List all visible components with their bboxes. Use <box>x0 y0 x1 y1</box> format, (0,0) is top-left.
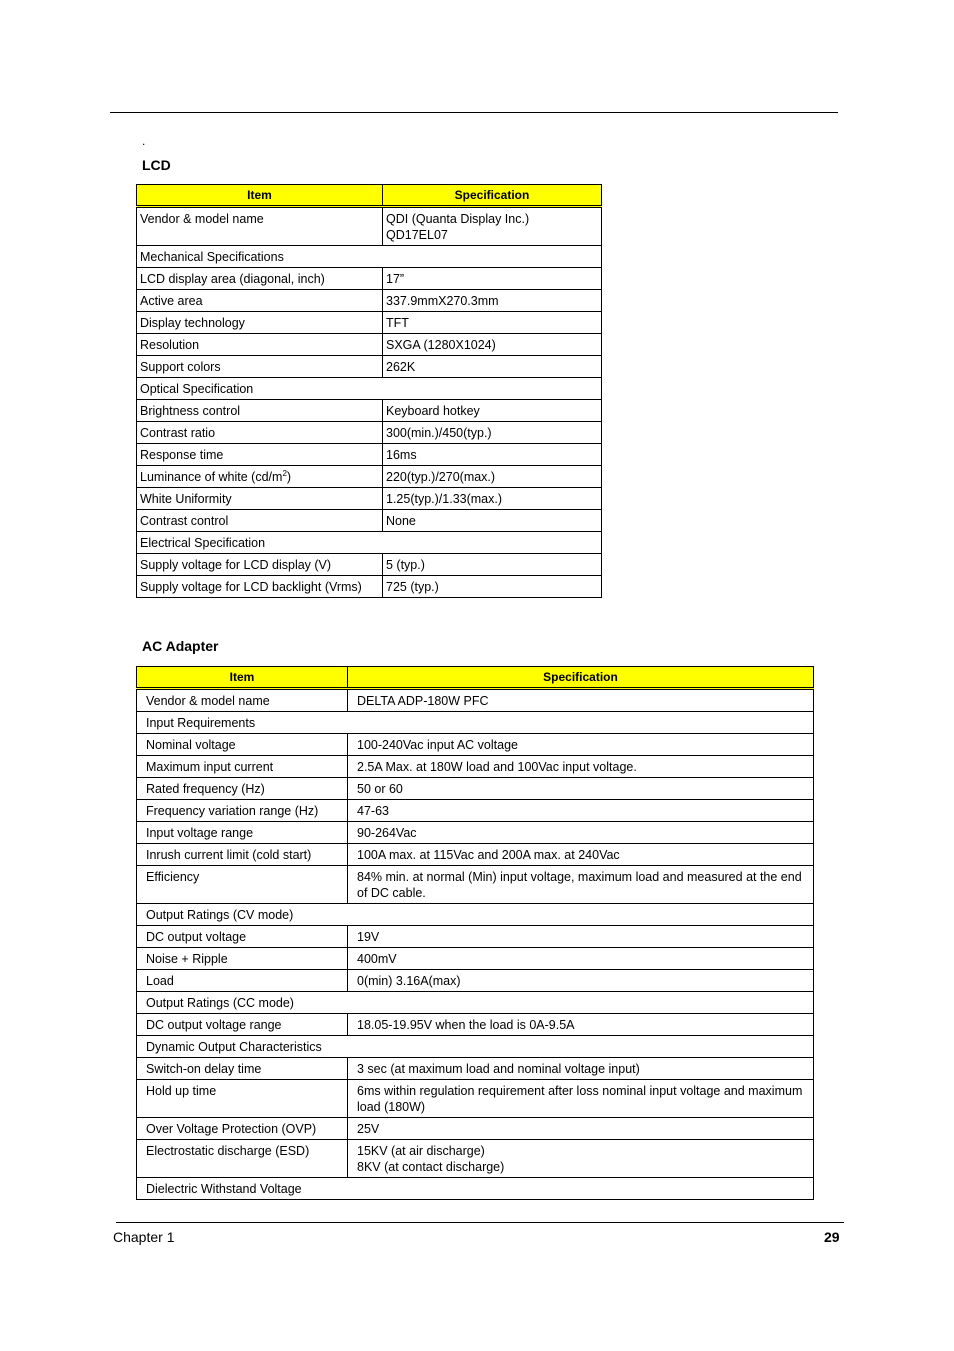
table-row <box>137 844 814 866</box>
row-item-cell <box>137 466 383 488</box>
row-item-cell <box>137 778 348 800</box>
row-spec-cell: 6ms within regulation requirement after loss nominal input voltage and maximum load (180W) <box>348 1080 814 1118</box>
lcd-table-body <box>137 207 602 598</box>
table-row <box>137 822 814 844</box>
table-row <box>137 1118 814 1140</box>
row-item-label: LCD display area (diagonal, inch) <box>140 272 325 286</box>
table-row <box>137 400 602 422</box>
row-item-cell <box>137 576 383 598</box>
row-item-label: Response time <box>140 448 224 462</box>
stray-dot: . <box>142 134 146 148</box>
table-row <box>137 970 814 992</box>
row-item-cell <box>137 1118 348 1140</box>
section-row <box>137 712 814 734</box>
header-rule <box>110 112 838 113</box>
table-row <box>137 488 602 510</box>
footer-page-number: 29 <box>824 1229 840 1245</box>
row-spec-cell: 15KV (at air discharge) 8KV (at contact discharge) <box>348 1140 814 1178</box>
row-spec-cell: 5 (typ.) <box>383 554 602 576</box>
section-label: Dynamic Output Characteristics <box>137 1036 814 1058</box>
table-row <box>137 1080 814 1118</box>
row-item-cell <box>137 356 383 378</box>
section-label: Optical Specification <box>137 378 602 400</box>
section-label: Dielectric Withstand Voltage <box>137 1178 814 1200</box>
row-item-label: Inrush current limit (cold start) <box>146 848 312 862</box>
row-item-cell <box>137 268 383 290</box>
row-item-cell <box>137 400 383 422</box>
row-item-cell <box>137 822 348 844</box>
table-row <box>137 554 602 576</box>
row-item-label: Resolution <box>140 338 200 352</box>
table-row <box>137 866 814 904</box>
column-header-item: Item <box>137 667 348 689</box>
column-header-specification: Specification <box>383 185 602 207</box>
row-item-cell <box>137 1140 348 1178</box>
row-spec-cell: 337.9mmX270.3mm <box>383 290 602 312</box>
row-item-cell <box>137 970 348 992</box>
table-row <box>137 1014 814 1036</box>
table-row <box>137 268 602 290</box>
row-spec-cell: DELTA ADP-180W PFC <box>348 689 814 712</box>
row-item-label: Frequency variation range (Hz) <box>146 804 319 818</box>
row-item-cell <box>137 844 348 866</box>
table-row <box>137 356 602 378</box>
row-item-label: DC output voltage <box>146 930 247 944</box>
row-item-label: Active area <box>140 294 203 308</box>
row-spec-cell: 2.5A Max. at 180W load and 100Vac input voltage. <box>348 756 814 778</box>
row-item-cell <box>137 734 348 756</box>
row-item-suffix: ) <box>286 470 292 484</box>
row-spec-cell: 47-63 <box>348 800 814 822</box>
section-label: Input Requirements <box>137 712 814 734</box>
row-item-cell <box>137 866 348 904</box>
row-spec-cell: 17” <box>383 268 602 290</box>
row-item-label: Supply voltage for LCD display (V) <box>140 558 332 572</box>
row-item-cell <box>137 422 383 444</box>
row-item-label: Display technology <box>140 316 245 330</box>
row-item-label: Vendor & model name <box>140 212 264 226</box>
row-spec-cell: Keyboard hotkey <box>383 400 602 422</box>
row-spec-cell: 300(min.)/450(typ.) <box>383 422 602 444</box>
row-item-cell <box>137 444 383 466</box>
row-item-label: Contrast control <box>140 514 229 528</box>
section-row <box>137 378 602 400</box>
row-spec-cell: TFT <box>383 312 602 334</box>
lcd-heading: LCD <box>142 157 171 173</box>
row-spec-cell: 725 (typ.) <box>383 576 602 598</box>
section-label: Output Ratings (CC mode) <box>137 992 814 1014</box>
row-spec-cell: 3 sec (at maximum load and nominal voltage input) <box>348 1058 814 1080</box>
row-spec-cell: 84% min. at normal (Min) input voltage, maximum load and measured at the end of DC cable. <box>348 866 814 904</box>
row-item-cell <box>137 1014 348 1036</box>
table-row <box>137 948 814 970</box>
section-row <box>137 1036 814 1058</box>
row-item-label: Switch-on delay time <box>146 1062 262 1076</box>
row-spec-cell: 50 or 60 <box>348 778 814 800</box>
lcd-spec-table <box>136 184 602 598</box>
table-header-row <box>137 667 814 689</box>
row-spec-cell: 1.25(typ.)/1.33(max.) <box>383 488 602 510</box>
table-row <box>137 444 602 466</box>
row-item-label: Vendor & model name <box>146 694 270 708</box>
column-header-specification: Specification <box>348 667 814 689</box>
row-item-label: Load <box>146 974 174 988</box>
table-row <box>137 1058 814 1080</box>
footer-rule <box>116 1222 844 1223</box>
table-row <box>137 576 602 598</box>
row-item-cell <box>137 1058 348 1080</box>
table-row <box>137 510 602 532</box>
row-item-label: Over Voltage Protection (OVP) <box>146 1122 317 1136</box>
row-item-label: Electrostatic discharge (ESD) <box>146 1144 310 1158</box>
table-row <box>137 422 602 444</box>
row-item-cell <box>137 948 348 970</box>
row-spec-cell: None <box>383 510 602 532</box>
table-row <box>137 290 602 312</box>
superscript: 2 <box>282 468 287 478</box>
row-spec-cell: 18.05-19.95V when the load is 0A-9.5A <box>348 1014 814 1036</box>
ac-adapter-spec-table <box>136 666 814 1200</box>
row-item-cell <box>137 554 383 576</box>
section-label: Electrical Specification <box>137 532 602 554</box>
row-item-cell <box>137 800 348 822</box>
row-spec-cell: 400mV <box>348 948 814 970</box>
row-spec-cell: SXGA (1280X1024) <box>383 334 602 356</box>
section-label: Mechanical Specifications <box>137 246 602 268</box>
table-row <box>137 466 602 488</box>
row-spec-cell: 262K <box>383 356 602 378</box>
row-spec-cell: 25V <box>348 1118 814 1140</box>
row-spec-cell: 90-264Vac <box>348 822 814 844</box>
row-item-cell <box>137 756 348 778</box>
row-item-label: Support colors <box>140 360 221 374</box>
row-item-cell <box>137 312 383 334</box>
row-item-label: Efficiency <box>146 870 200 884</box>
row-spec-cell: 100A max. at 115Vac and 200A max. at 240Vac <box>348 844 814 866</box>
table-row <box>137 312 602 334</box>
row-item-label: Rated frequency (Hz) <box>146 782 265 796</box>
table-row <box>137 926 814 948</box>
row-item-label: Contrast ratio <box>140 426 216 440</box>
row-item-label: DC output voltage range <box>146 1018 282 1032</box>
row-item-cell <box>137 689 348 712</box>
footer-chapter: Chapter 1 <box>113 1229 175 1245</box>
table-row <box>137 1140 814 1178</box>
section-row <box>137 1178 814 1200</box>
table-row <box>137 207 602 246</box>
row-item-cell <box>137 926 348 948</box>
row-item-label: Supply voltage for LCD backlight (Vrms) <box>140 580 362 594</box>
row-item-label: Luminance of white (cd/m <box>140 470 283 484</box>
row-item-cell <box>137 207 383 246</box>
table-row <box>137 778 814 800</box>
table-header-row <box>137 185 602 207</box>
table-row <box>137 334 602 356</box>
section-row <box>137 532 602 554</box>
row-item-label: Input voltage range <box>146 826 254 840</box>
table-row <box>137 800 814 822</box>
row-spec-cell: 100-240Vac input AC voltage <box>348 734 814 756</box>
table-row <box>137 756 814 778</box>
row-item-label: Noise + Ripple <box>146 952 228 966</box>
section-row <box>137 904 814 926</box>
section-row <box>137 246 602 268</box>
ac-adapter-heading: AC Adapter <box>142 638 219 654</box>
row-item-cell <box>137 1080 348 1118</box>
row-spec-cell: 19V <box>348 926 814 948</box>
row-item-cell <box>137 334 383 356</box>
row-spec-cell: 220(typ.)/270(max.) <box>383 466 602 488</box>
column-header-item: Item <box>137 185 383 207</box>
row-spec-cell: QDI (Quanta Display Inc.) QD17EL07 <box>383 207 602 246</box>
row-item-cell <box>137 290 383 312</box>
row-spec-cell: 16ms <box>383 444 602 466</box>
row-item-label: Nominal voltage <box>146 738 236 752</box>
row-item-label: Maximum input current <box>146 760 274 774</box>
row-item-cell <box>137 510 383 532</box>
row-item-cell <box>137 488 383 510</box>
row-item-label: Brightness control <box>140 404 241 418</box>
section-label: Output Ratings (CV mode) <box>137 904 814 926</box>
row-item-label: White Uniformity <box>140 492 232 506</box>
row-item-label: Hold up time <box>146 1084 217 1098</box>
row-spec-cell: 0(min) 3.16A(max) <box>348 970 814 992</box>
table-row <box>137 689 814 712</box>
ac-adapter-table-body <box>137 689 814 1200</box>
section-row <box>137 992 814 1014</box>
table-row <box>137 734 814 756</box>
